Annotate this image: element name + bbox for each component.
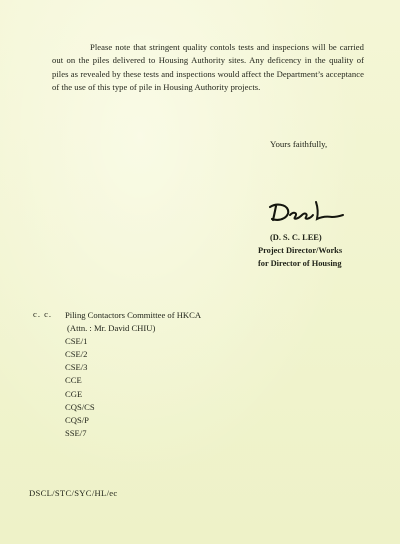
signatory-title: Project Director/Works	[258, 245, 343, 255]
list-item: CSE/2	[65, 349, 88, 360]
handwritten-signature	[260, 198, 346, 228]
list-item: SSE/7	[65, 427, 87, 438]
cc-recipient-list	[65, 309, 201, 440]
list-item: Piling Contactors Committee of HKCA	[65, 310, 202, 320]
list-item: CCE	[65, 375, 82, 386]
signatory-name: (D. S. C. LEE)	[270, 233, 322, 242]
list-item: CGE	[65, 388, 83, 399]
signature-block	[258, 232, 342, 270]
signatory-department: for Director of Housing	[258, 258, 342, 268]
closing-salutation: Yours faithfully,	[270, 139, 328, 149]
reference-code: DSCL/STC/SYC/HL/ec	[29, 488, 118, 498]
list-item: (Attn. : Mr. David CHIU)	[67, 323, 156, 334]
list-item: CQS/CS	[65, 401, 95, 412]
list-item: CSE/1	[65, 336, 88, 347]
list-item: CQS/P	[65, 414, 89, 425]
cc-label: c. c.	[33, 309, 53, 319]
body-paragraph: Please note that stringent quality contols tests and inspecions will be carried out on the piles delivered to Housing Authority sites. Any deficency in the quality of piles as revealed by these tests and inspections would affect the Department’s acceptance of the use of this type of pile in Housing Authority projects.	[52, 42, 364, 93]
list-item: CSE/3	[65, 362, 88, 373]
